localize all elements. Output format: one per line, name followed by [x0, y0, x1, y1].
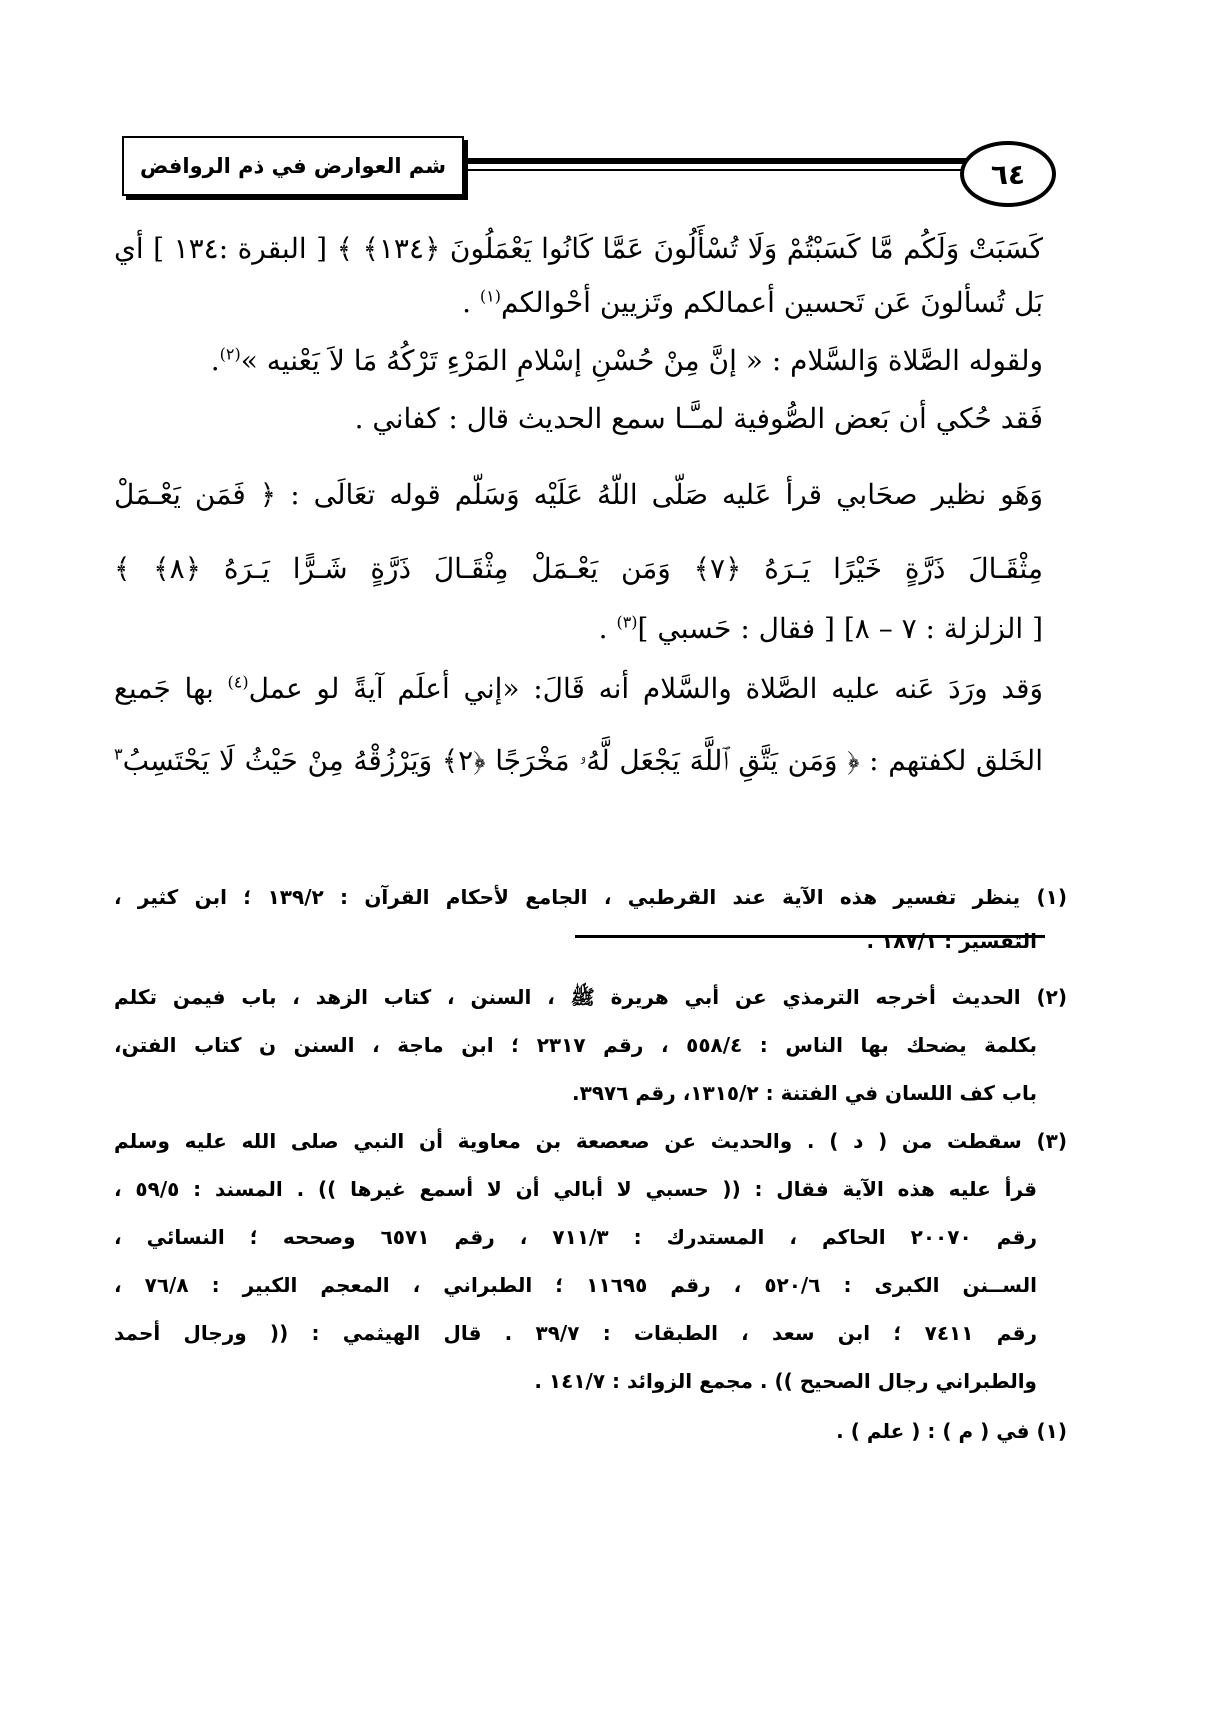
footnote-line: رقم ٧٤١١ ؛ ابن سعد ، الطبقات : ٣٩/٧ . قال الهيثمي : (( ورجال أحمد [114, 1321, 1037, 1345]
body-line-4: فَقد حُكي أن بَعض الصُّوفية لمـَّـا سمع الحديث قال : كفاني . [354, 402, 1043, 435]
body-line-2: بَل تُسألونَ عَن تَحسين أعمالكم وتَزيين أحْوالكم$^{(١)}$ . [462, 286, 1043, 319]
running-title: شم العوارض في ذم الروافض [122, 136, 464, 196]
body-line-1: كَسَبَتْ وَلَكُم مَّا كَسَبْتُمْ وَلَا تُسْأَلُونَ عَمَّا كَانُوا يَعْمَلُونَ ﴿١٣٤﴾ ﴾ [ البقرة :١٣٤ ] أي [114, 232, 1043, 265]
footnote-line: (١) في ( م ) : ( علم ) . [836, 1419, 1067, 1443]
footnote-line: بكلمة يضحك بها الناس : ٥٥٨/٤ ، رقم ٢٣١٧ ؛ ابن ماجة ، السنن ن كتاب الفتن، [114, 1033, 1037, 1057]
footnote-ref: (٢) [219, 344, 241, 364]
body-line-9: الخَلق لكفتهم : ﴿ وَمَن يَتَّقِ ٱللَّهَ يَجْعَل لَّهُۥ مَخْرَجًا ﴿٢﴾ وَيَرْزُقْهُ مِنْ حَيْثُ لَا يَحْتَسِبُ$^٣$ [114, 744, 1043, 777]
footnote-line: رقم ٢٠٠٧٠ الحاكم ، المستدرك : ٧١١/٣ ، رقم ٦٥٧١ وصححه ؛ النسائي ، [114, 1225, 1037, 1249]
body-line-7: [ الزلزلة : ٧ – ٨] [ فقال : حَسبي ]$^{(٣)}$ . [598, 612, 1043, 645]
footnote-line: والطبراني رجال الصحيح )) . مجمع الزوائد : ١٤١/٧ . [534, 1369, 1037, 1393]
body-line-5: وَهَو نظير صحَابي قرأ عَليه صَلّى اللّهُ عَلَيْه وَسَلّم قوله تعَالَى : ﴿ فَمَن يَعْـمَلْ [114, 478, 1043, 511]
footnote-ref: (٣) [616, 612, 638, 632]
footnote-line: التفسير : ١٨٧/١ . [866, 929, 1037, 953]
body-line-3: ولقوله الصَّلاة وَالسَّلام : « إنَّ مِنْ حُسْنِ إسْلامِ المَرْءِ تَرْكُهُ مَا لاَ يَعْنيه »$^{(٢)}$. [210, 344, 1043, 377]
footnote-line: الســنن الكبرى : ٥٢٠/٦ ، رقم ١١٦٩٥ ؛ الطبراني ، المعجم الكبير : ٧٦/٨ ، [114, 1273, 1038, 1297]
body-line-6: مِثْقَـالَ ذَرَّةٍ خَيْرًا يَـرَهُ ﴿٧﴾ وَمَن يَعْـمَلْ مِثْقَـالَ ذَرَّةٍ شَـرًّا يَـرَهُ ﴿٨﴾ ﴾ [114, 552, 1043, 585]
verse-number: ٣ [114, 744, 123, 764]
footnote-ref: (٤) [227, 672, 249, 692]
body-line-8: وَقد ورَدَ عَنه عليه الصَّلاة والسَّلام أنه قَالَ: «إني أعلَم آيةً لو عمل$^{(٤)}$ بها جَميع [114, 672, 1043, 705]
footnote-line: باب كف اللسان في الفتنة : ١٣١٥/٢، رقم ٣٩٧٦. [572, 1081, 1037, 1105]
footnote-ref: (١) [479, 286, 501, 306]
footnote-line: (٣) سقطت من ( د ) . والحديث عن صعصعة بن معاوية أن النبي صلى الله عليه وسلم [114, 1129, 1067, 1153]
footnote-line: قرأ عليه هذه الآية فقال : (( حسبي لا أبالي أن لا أسمع غيرها )) . المسند : ٥٩/٥ ، [114, 1177, 1037, 1201]
footnote-line: (٢) الحديث أخرجه الترمذي عن أبي هريرة ﷺ ، السنن ، كتاب الزهد ، باب فيمن تكلم [114, 985, 1067, 1009]
page-number: ٦٤ [960, 141, 1056, 207]
footnote-line: (١) ينظر تفسير هذه الآية عند القرطبي ، الجامع لأحكام القرآن : ١٣٩/٢ ؛ ابن كثير ، [114, 885, 1067, 909]
